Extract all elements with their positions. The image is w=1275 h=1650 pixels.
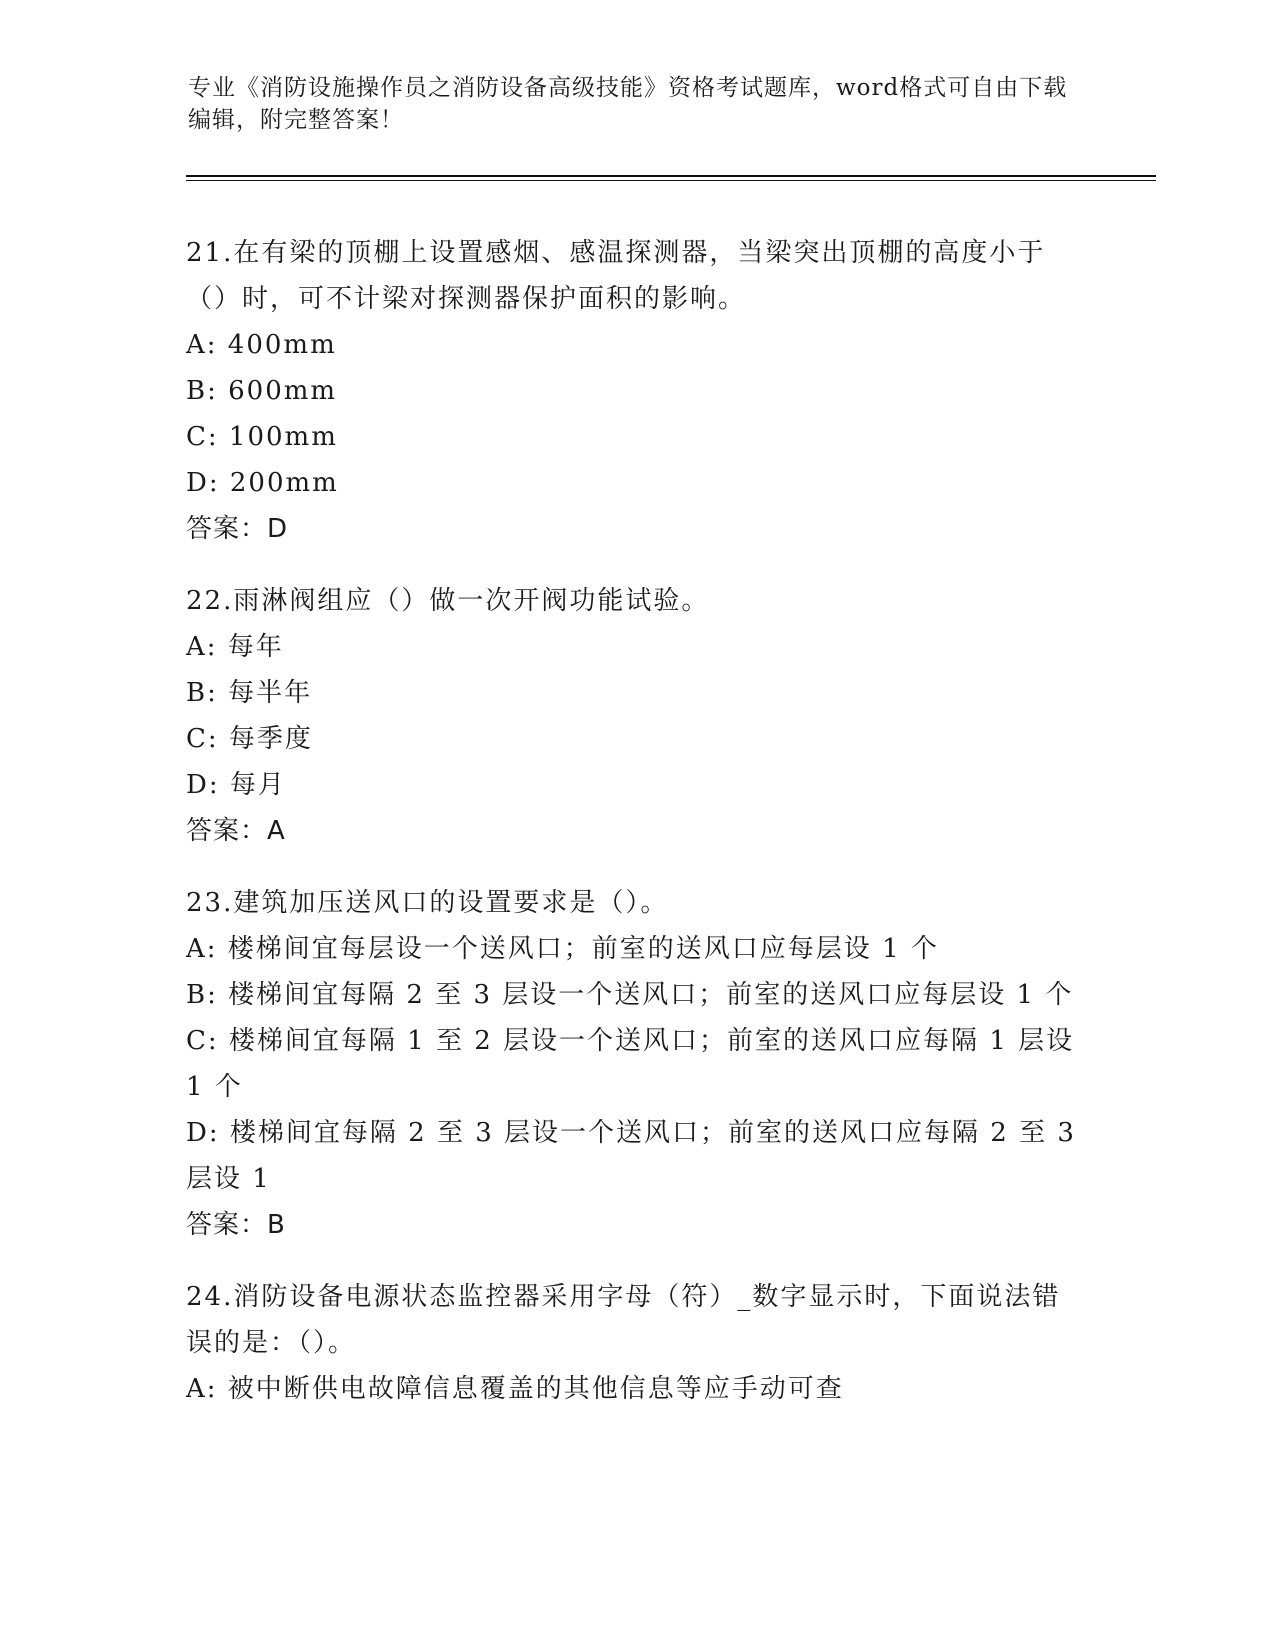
question-21 — [186, 230, 1086, 552]
option-d: D: 200mm — [186, 468, 339, 498]
question-stem: 22.雨淋阀组应（）做一次开阀功能试验。 — [186, 586, 710, 616]
answer-line: 答案：A — [186, 816, 286, 846]
option-a: A: 每年 — [186, 632, 284, 662]
option-b: B: 楼梯间宜每隔 2 至 3 层设一个送风口；前室的送风口应每层设 1 个 — [186, 980, 1074, 1010]
option-d: D: 每月 — [186, 770, 286, 800]
question-stem: 21.在有梁的顶棚上设置感烟、感温探测器，当梁突出顶棚的高度小于（）时，可不计梁对探测器保护面积的影响。 — [186, 238, 1046, 314]
option-c: C: 每季度 — [186, 724, 313, 754]
option-b: B: 600mm — [186, 376, 338, 406]
document-header: 专业《消防设施操作员之消防设备高级技能》资格考试题库，word格式可自由下载编辑，附完整答案！ — [188, 75, 1068, 133]
question-list — [186, 230, 1086, 1438]
header-divider-thick — [186, 175, 1156, 177]
question-23 — [186, 880, 1086, 1248]
question-stem: 24.消防设备电源状态监控器采用字母（符）_数字显示时，下面说法错误的是：（）。 — [186, 1282, 1061, 1358]
option-a: A: 400mm — [186, 330, 337, 360]
question-22 — [186, 578, 1086, 854]
question-stem: 23.建筑加压送风口的设置要求是（）。 — [186, 888, 669, 918]
option-c: C: 100mm — [186, 422, 338, 452]
header-divider-thin — [186, 180, 1156, 181]
option-d: D: 楼梯间宜每隔 2 至 3 层设一个送风口；前室的送风口应每隔 2 至 3 层设 1 — [186, 1118, 1076, 1194]
answer-line: 答案：B — [186, 1210, 286, 1240]
question-24 — [186, 1274, 1086, 1412]
option-b: B: 每半年 — [186, 678, 313, 708]
option-c: C: 楼梯间宜每隔 1 至 2 层设一个送风口；前室的送风口应每隔 1 层设 1 个 — [186, 1026, 1075, 1102]
option-a: A: 被中断供电故障信息覆盖的其他信息等应手动可查 — [186, 1374, 844, 1404]
answer-line: 答案：D — [186, 514, 289, 544]
option-a: A: 楼梯间宜每层设一个送风口；前室的送风口应每层设 1 个 — [186, 934, 939, 964]
